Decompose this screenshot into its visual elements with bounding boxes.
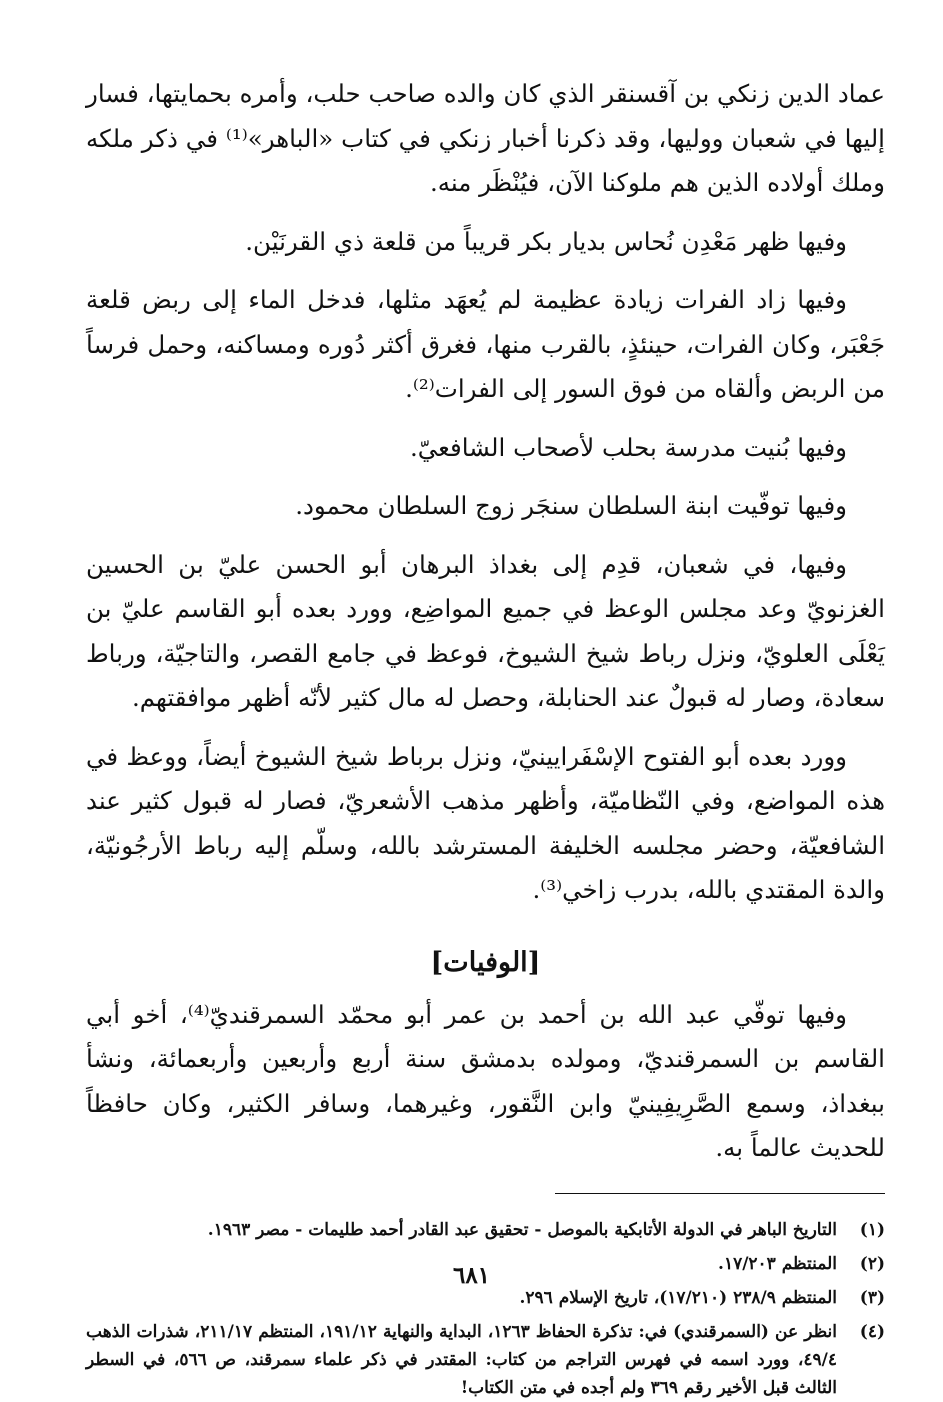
footnote-item <box>86 1216 885 1244</box>
section-heading: [الوفيات] <box>430 946 541 978</box>
footnote-number: (٣) <box>859 1287 885 1308</box>
footnote-text: التاريخ الباهر في الدولة الأتابكية بالموصل - تحقيق عبد القادر أحمد طليمات - مصر ١٩٦٣. <box>207 1219 837 1240</box>
footnotes <box>86 1216 885 1402</box>
footnote-divider <box>555 1193 885 1194</box>
footnote-text: انظر عن (السمرقندي) في: تذكرة الحفاظ ١٢٦٣، البداية والنهاية ١٩١/١٢، المنتظم ٢١١/١٧، شذرات الذهب ٤٩/٤، وورد اسمه في فهرس التراجم من كتاب: المقتدر في ذكر علماء سمرقند، ص ٥٦٦، في السطر الثالث قبل الأخير رقم ٣٦٩ ولم أجده في متن الكتاب! <box>86 1321 838 1398</box>
footnote-number: (٢) <box>859 1253 885 1274</box>
paragraph-deaths: وفيها توفّي عبد الله بن أحمد بن عمر أبو محمّد السمرقنديّ⁽⁴⁾، أخو أبي القاسم بن السمرقنديّ، ومولده بدمشق سنة أربع وأربعين وأربعمائة، ونشأ ببغداذ، وسمع الصَّرِيفِينيّ وابن النَّقور، وغيرهما، وسافر الكثير، وكان حافظاً للحديث عالماً به. <box>86 999 885 1162</box>
paragraph-3: وفيها زاد الفرات زيادة عظيمة لم يُعهَد مثلها، فدخل الماء إلى ربض قلعة جَعْبَر، وكان الفرات، حينئذٍ، بالقرب منها، فغرق أكثر دُوره ومساكنه، وحمل فرساً من الربض وألقاه من فوق السور إلى الفرات⁽²⁾. <box>86 285 885 403</box>
footnote-number: (٤) <box>859 1321 885 1342</box>
main-text <box>86 72 885 1171</box>
footnote-item <box>86 1318 885 1402</box>
footnote-text: المنتظم ١٧/٢٠٣. <box>718 1253 837 1274</box>
footnote-number: (١) <box>859 1219 885 1240</box>
paragraph-5: وفيها توفّيت ابنة السلطان سنجَر زوج السلطان محمود. <box>295 491 847 520</box>
footnote-text: المنتظم ٢٣٨/٩ (١٧/٢١٠)، تاريخ الإسلام ٢٩٦. <box>519 1287 837 1308</box>
page-number: ٦٨١ <box>452 1262 491 1289</box>
paragraph-1: عماد الدين زنكي بن آقسنقر الذي كان والده صاحب حلب، وأمره بحمايتها، فسار إليها في شعبان ووليها، وقد ذكرنا أخبار زنكي في كتاب «الباهر»⁽¹⁾ في ذكر ملكه وملك أولاده الذين هم ملوكنا الآن، فيُنْظَر منه. <box>85 79 885 197</box>
paragraph-6: وفيها، في شعبان، قدِم إلى بغداذ البرهان أبو الحسن عليّ بن الحسين الغزنويّ وعد مجلس الوعظ في جميع المواضِع، وورد بعده أبو القاسم عليّ بن يَعْلَى العلويّ، ونزل رباط شيخ الشيوخ، فوعظ في جامع القصر، والتاجيّة، ورباط سعادة، وصار له قبولٌ عند الحنابلة، وحصل له مال كثير لأنّه أظهر موافقتهم. <box>86 549 885 712</box>
paragraph-4: وفيها بُنيت مدرسة بحلب لأصحاب الشافعيّ. <box>409 432 847 462</box>
paragraph-7: وورد بعده أبو الفتوح الإسْفَرايينيّ، ونزل برباط شيخ الشيوخ أيضاً، ووعظ في هذه المواضع، وفي النّظاميّة، وأظهر مذهب الأشعريّ، فصار له قبول كثير عند الشافعيّة، وحضر مجلسه الخليفة المسترشد بالله، وسلّم إليه رباط الأرجُونيّة، والدة المقتدي بالله، بدرب زاخي⁽³⁾. <box>86 741 885 904</box>
paragraph-2: وفيها ظهر مَعْدِن نُحاس بديار بكر قريباً من قلعة ذي القرنَيْن. <box>245 226 847 256</box>
